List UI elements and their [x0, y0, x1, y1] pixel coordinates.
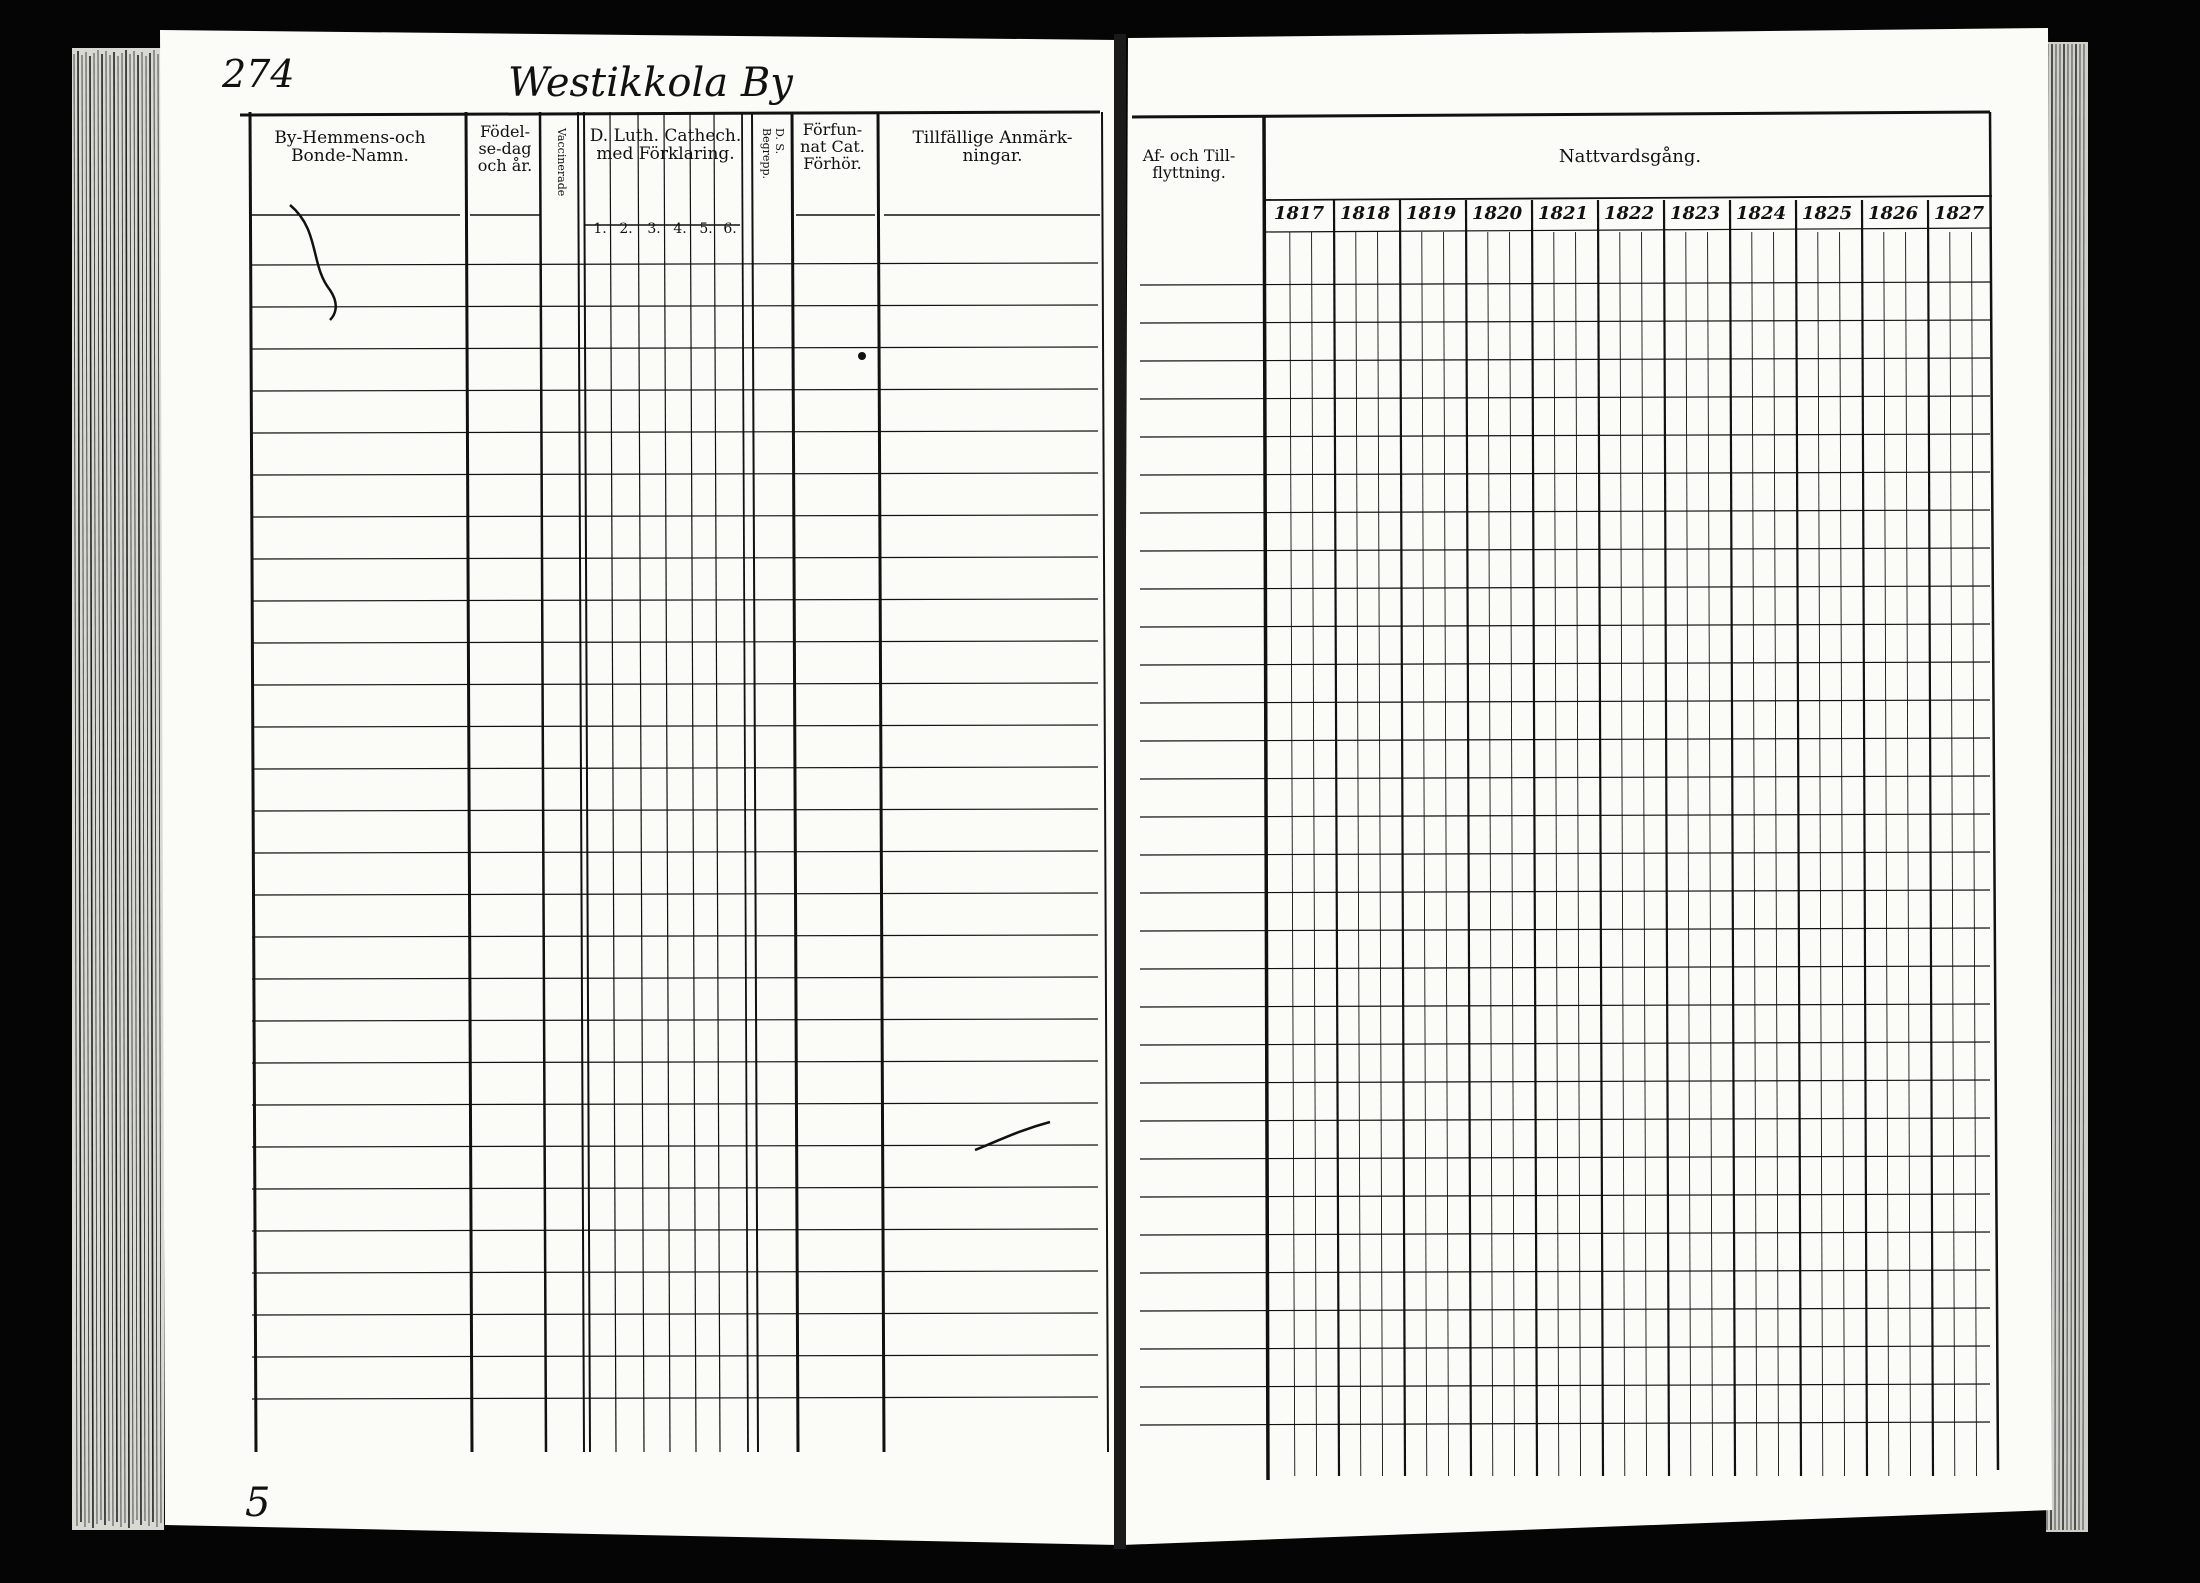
year-label: 1817: [1274, 203, 1325, 224]
page-edge-line: [2075, 44, 2076, 1530]
year-label: 1818: [1340, 203, 1391, 224]
luther-column-label: 6.: [723, 221, 737, 237]
left-page-edge: [72, 48, 164, 1530]
year-label: 1821: [1538, 203, 1589, 224]
year-label: 1825: [1802, 203, 1853, 224]
header-books: D. S. Begrepp.: [760, 128, 786, 179]
year-label: 1819: [1406, 203, 1457, 224]
luther-column-label: 2.: [619, 221, 633, 237]
header-moving: Af- och Till-flyttning.: [1142, 146, 1236, 182]
header-luther: D. Luth. Cathech. med Förklaring.: [589, 126, 742, 164]
year-label: 1823: [1670, 203, 1721, 224]
village-name: Westikkola By: [508, 60, 793, 106]
right-page: [1122, 28, 2052, 1545]
header-remarks: Tillfällige Anmärk-ningar.: [912, 128, 1073, 166]
header-birth: Födel-se-dag och år.: [477, 122, 533, 175]
footer-mark: 5: [245, 1480, 271, 1526]
luther-column-label: 5.: [699, 221, 713, 237]
page-edge-line: [2063, 44, 2064, 1530]
luther-column-label: 3.: [647, 221, 661, 237]
luther-column-label: 4.: [673, 221, 687, 237]
year-label: 1820: [1472, 203, 1523, 224]
year-label: 1822: [1604, 203, 1655, 224]
header-exam: Förfun-nat Cat. Förhör.: [800, 120, 865, 173]
ink-spot: [858, 352, 866, 360]
right-page-edge: [2046, 42, 2088, 1532]
gutter: [1114, 34, 1126, 1549]
header-name: By-Hemmens-och Bonde-Namn.: [274, 128, 426, 166]
header-communion: Nattvardsgång.: [1558, 146, 1702, 167]
year-label: 1824: [1736, 203, 1787, 224]
luther-column-label: 1.: [593, 221, 607, 237]
page-number: 274: [222, 52, 295, 96]
year-label: 1826: [1868, 203, 1919, 224]
year-label: 1827: [1934, 203, 1985, 224]
header-vaccine: Vaccinerade: [555, 128, 568, 197]
